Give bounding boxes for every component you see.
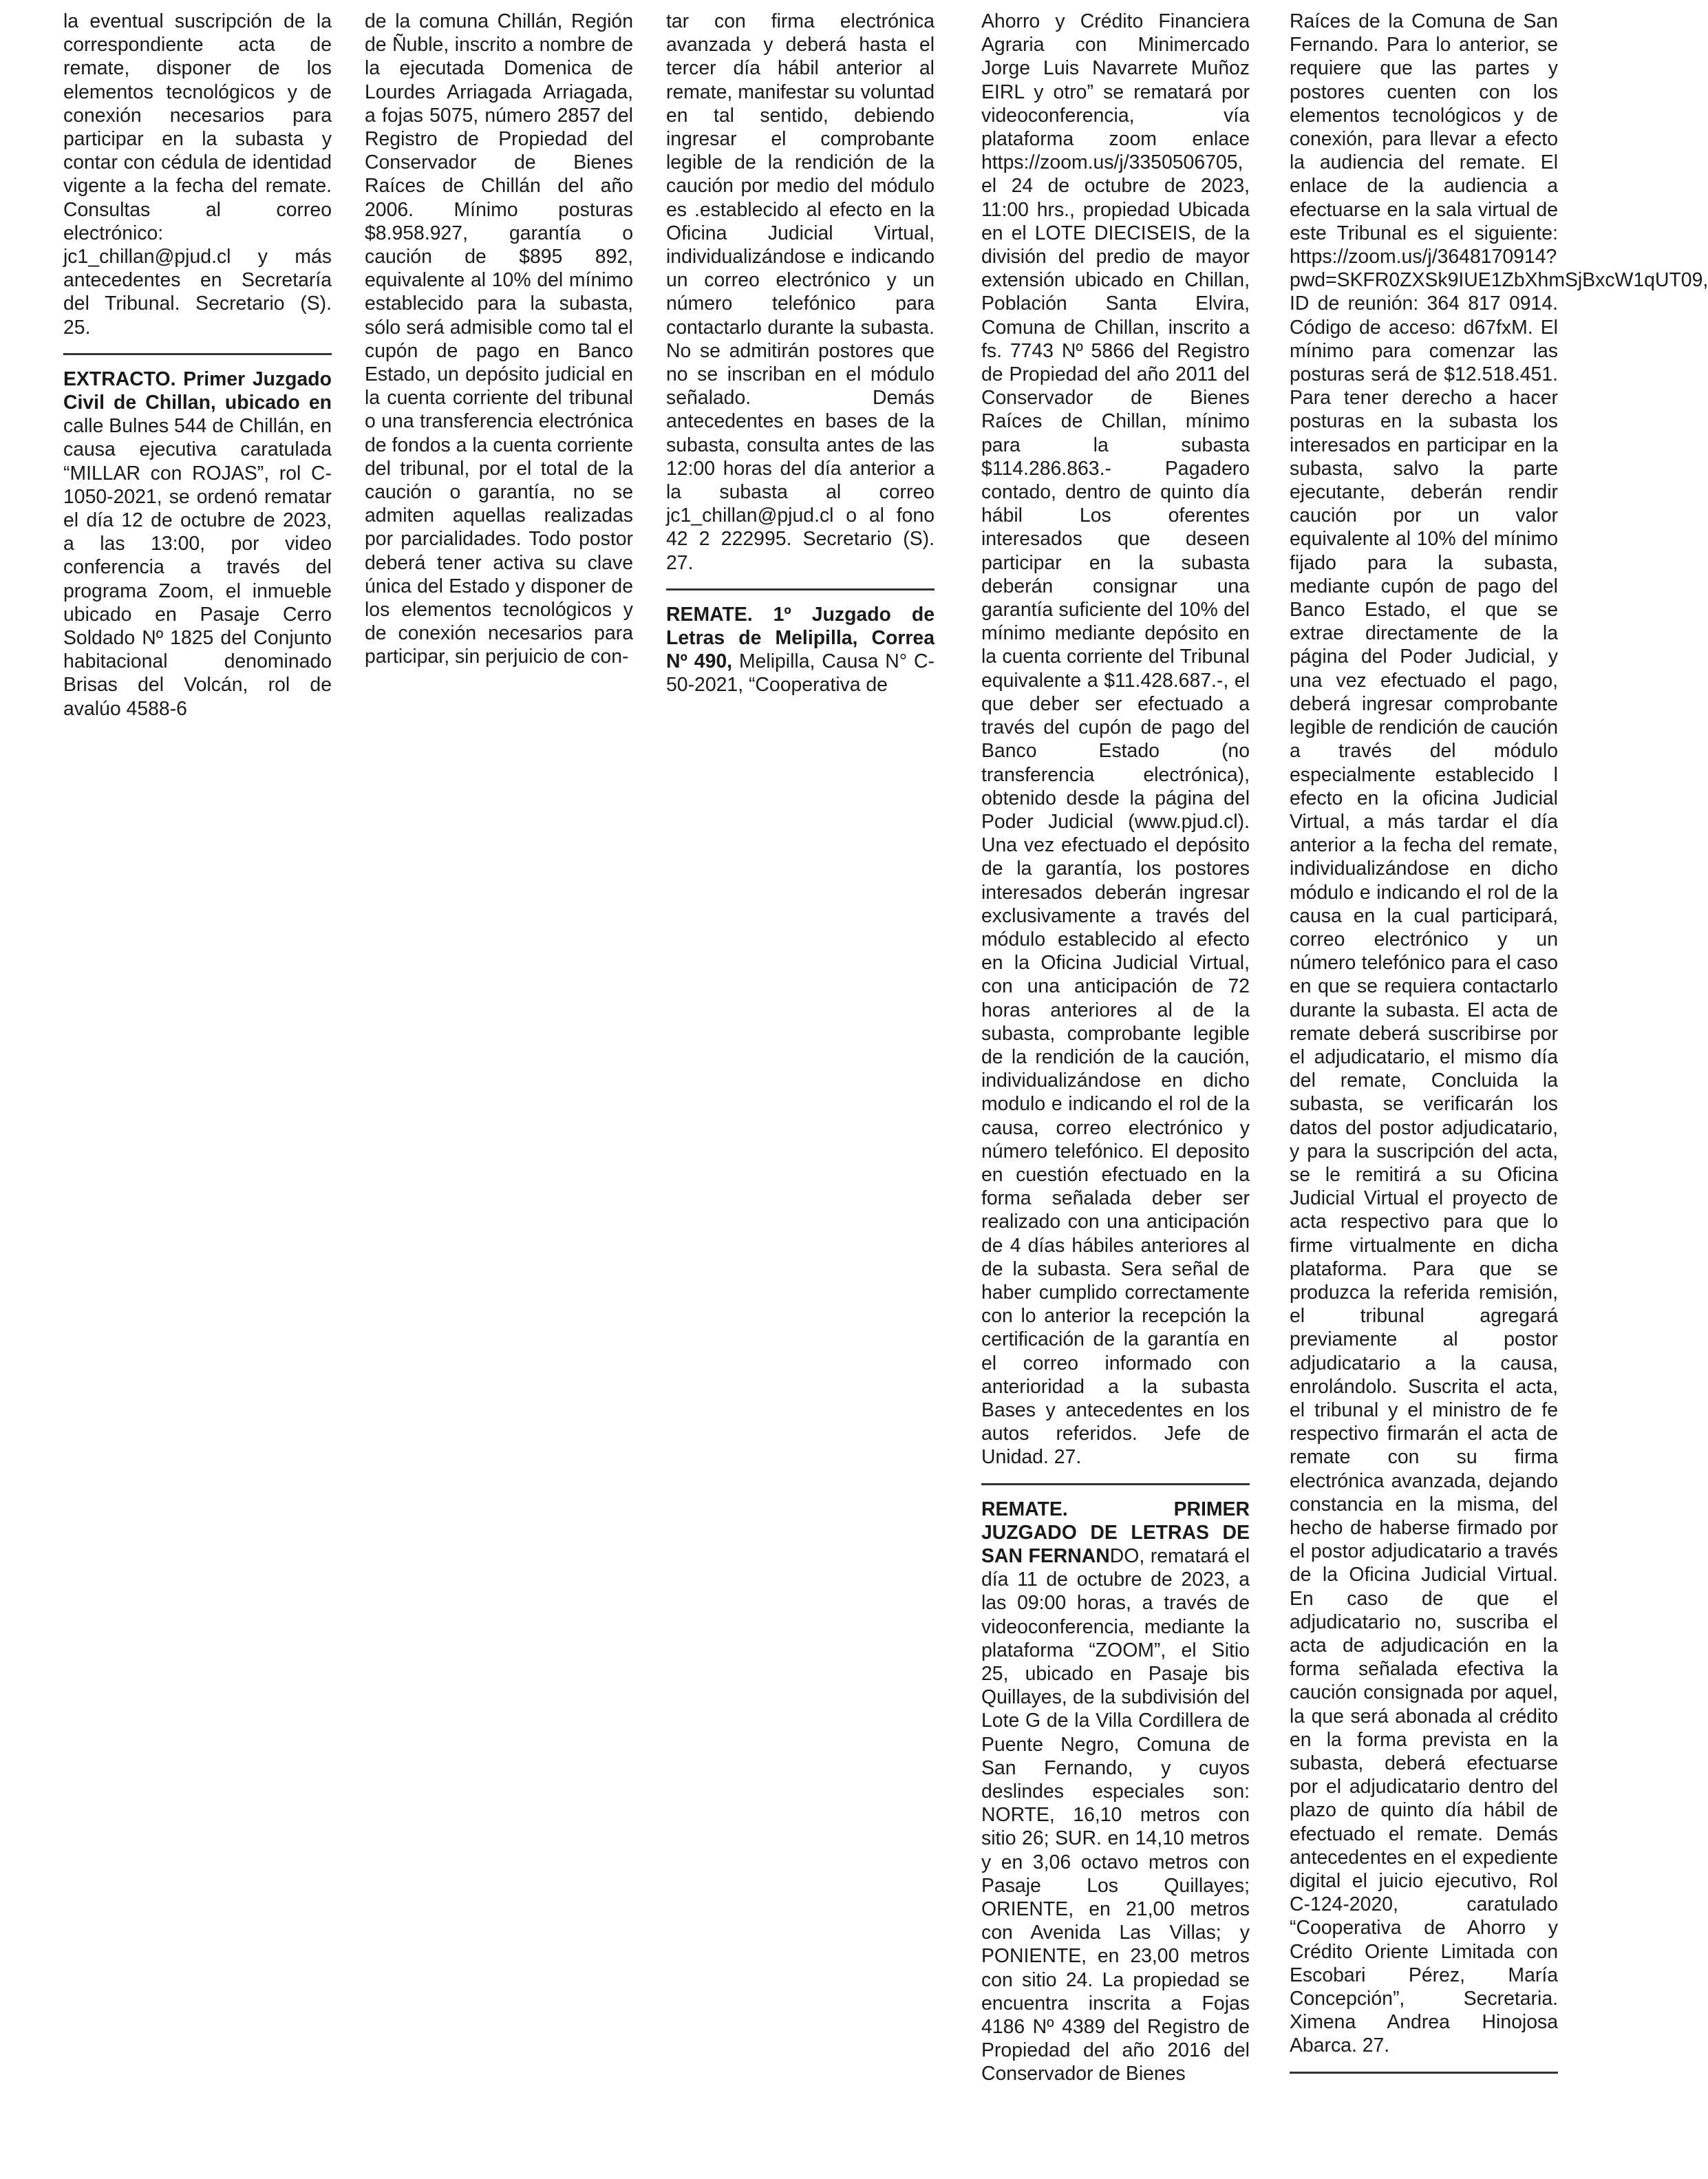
notice-heading: EXTRACTO. Primer Juzgado Civil de Chillan, ubicado en bbox=[63, 368, 332, 414]
column-3 bbox=[666, 10, 935, 697]
notice-body: tar con firma electrónica avanzada y deberá hasta el tercer día hábil anterior al remate, manifestar su voluntad en tal sentido, debiendo ingresar el comprobante legible de la rendición de la caución por medio del módulo es .establecido al efecto en la Oficina Judicial Virtual, individualizándose e indicando un correo electrónico y un número telefónico para contactarlo durante la subasta. No se admitirán postores que no se inscriban en el módulo señalado. Demás antecedentes en bases de la subasta, consulta antes de las 12:00 horas del día anterior a la subasta al correo jc1_chillan@pjud.cl o al fono 42 2 222995. Secretario (S). 27. bbox=[666, 10, 935, 574]
column-4 bbox=[981, 10, 1250, 2086]
notice-divider bbox=[1290, 2072, 1558, 2074]
notice-divider bbox=[666, 588, 935, 591]
notice-heading: REMATE. PRIMER JUZGADO DE LETRAS DE SAN FERNAN bbox=[981, 1498, 1250, 1567]
notice-divider bbox=[981, 1483, 1250, 1485]
notice-continuation bbox=[1290, 10, 1708, 2058]
column-2 bbox=[365, 10, 633, 669]
notice-continuation bbox=[365, 10, 633, 669]
notice-continuation bbox=[63, 10, 332, 339]
notice-body: de la comuna Chillán, Región de Ñuble, inscrito a nombre de la ejecutada Domenica de Lourdes Arriagada Arriagada, a fojas 5075, número 2857 del Registro de Propiedad del Conservador de Bienes Raíces de Chillán del año 2006. Mínimo posturas $8.958.927, garantía o caución de $895 892, equivalente al 10% del mínimo establecido para la subasta, sólo será admisible como tal el cupón de pago en Banco Estado, un depósito judicial en la cuenta corriente del tribunal o una transferencia electrónica de fondos a la cuenta corriente del tribunal, por el total de la caución o garantía, no se admiten aquellas realizadas por parcialidades. Todo postor deberá tener activa su clave única del Estado y disponer de los elementos tecnológicos y de conexión necesarios para participar, sin perjuicio de con- bbox=[365, 10, 633, 668]
column-1 bbox=[63, 10, 332, 721]
notice-divider bbox=[63, 353, 332, 355]
notice-continuation bbox=[666, 10, 935, 575]
notice-body: Raíces de la Comuna de San Fernando. Para lo anterior, se requiere que las partes y postores cuenten con los elementos tecnológicos y de conexión, para llevar a efecto la audiencia del remate. El enlace de la audiencia a efectuarse en la sala virtual de este Tribunal es el siguiente: https://zoom.us/j/3648170914?pwd=SKFR0ZXSk9IUE1ZbXhmSjBxcW1qUT09, ID de reunión: 364 817 0914. Código de acceso: d67fxM. El mínimo para comenzar las posturas será de $12.518.451. Para tener derecho a hacer posturas en la subasta los interesados en participar en la subasta, salvo la parte ejecutante, deberán rendir caución por un valor equivalente al 10% del mínimo fijado para la subasta, mediante cupón de pago del Banco Estado, el que se extrae directamente de la página del Poder Judicial, y una vez efectuado el pago, deberá ingresar comprobante legible de rendición de caución a través del módulo especialmente establecido l efecto en la oficina Judicial Virtual, a más tardar el día anterior a la fecha del remate, individualizándose en dicho módulo e indicando el rol de la causa en la cual participará, correo electrónico y un número telefónico para el caso en que se requiera contactarlo durante la subasta. El acta de remate deberá suscribirse por el adjudicatario, el mismo día del remate, Concluida la subasta, se verificarán los datos del postor adjudicatario, y para la suscripción del acta, se le remitirá a su Oficina Judicial Virtual el proyecto de acta respectivo para que lo firme virtualmente en dicha plataforma. Para que se produzca la referida remisión, el tribunal agregará previamente al postor adjudicatario a la causa, enrolándolo. Suscrita el acta, el tribunal y el ministro de fe respectivo firmarán el acta de remate con su firma electrónica avanzada, dejando constancia en la misma, del hecho de haberse firmado por el postor adjudicatario a través de la Oficina Judicial Virtual. En caso de que el adjudicatario no, suscriba el acta de adjudicación en la forma señalada efectiva la caución consignada por aquel, la que será abonada al crédito en la forma prevista en la subasta, deberá efectuarse por el adjudicatario dentro del plazo de quinto día hábil de efectuado el remate. Demás antecedentes en el expediente digital el juicio ejecutivo, Rol C-124-2020, caratulado “Cooperativa de Ahorro y Crédito Oriente Limitada con Escobari Pérez, María Concepción”, Secretaria. Ximena Andrea Hinojosa Abarca. 27. bbox=[1290, 10, 1708, 2057]
notice-continuation bbox=[981, 10, 1250, 1469]
notice-extracto-chillan bbox=[63, 368, 332, 721]
notice-body: Ahorro y Crédito Financiera Agraria con Minimercado Jorge Luis Navarrete Muñoz EIRL y otro” se rematará por videoconferencia, vía plataforma zoom enlace https://zoom.us/j/3350506705, el 24 de octubre de 2023, 11:00 hrs., propiedad Ubicada en el LOTE DIECISEIS, de la división del predio de mayor extensión ubicado en Chillan, Población Santa Elvira, Comuna de Chillan, inscrito a fs. 7743 Nº 5866 del Registro de Propiedad del año 2011 del Conservador de Bienes Raíces de Chillan, mínimo para la subasta $114.286.863.- Pagadero contado, dentro de quinto día hábil Los oferentes interesados que deseen participar en la subasta deberán consignar una garantía suficiente del 10% del mínimo mediante depósito en la cuenta corriente del Tribunal equivalente a $11.428.687.-, el que deber ser efectuado a través del cupón de pago del Banco Estado (no transferencia electrónica), obtenido desde la página del Poder Judicial (www.pjud.cl). Una vez efectuado el depósito de la garantía, los postores interesados deberán ingresar exclusivamente a través del módulo establecido al efecto en la Oficina Judicial Virtual, con una anticipación de 72 horas anteriores al de la subasta, comprobante legible de la rendición de la caución, individualizándose en dicho modulo e indicando el rol de la causa, correo electrónico y número telefónico. El deposito en cuestión efectuado en la forma señalada deber ser realizado con una anticipación de 4 días hábiles anteriores al de la subasta. Sera señal de haber cumplido correctamente con lo anterior la recepción la certificación de la garantía en el correo informado con anterioridad a la subasta Bases y antecedentes en los autos referidos. Jefe de Unidad. 27. bbox=[981, 10, 1250, 1469]
notice-body: calle Bulnes 544 de Chillán, en causa ejecutiva caratulada “MILLAR con ROJAS”, rol C-1050-2021, se ordenó rematar el día 12 de octubre de 2023, a las 13:00, por video conferencia a través del programa Zoom, el inmueble ubicado en Pasaje Cerro Soldado Nº 1825 del Conjunto habitacional denominado Brisas del Volcán, rol de avalúo 4588-6 bbox=[63, 415, 332, 720]
notice-body: la eventual suscripción de la correspondiente acta de remate, disponer de los elementos tecnológicos y de conexión necesarios para participar en la subasta y contar con cédula de identidad vigente a la fecha del remate. Consultas al correo electrónico: jc1_chillan@pjud.cl y más antecedentes en Secretaría del Tribunal. Secretario (S). 25. bbox=[63, 10, 332, 339]
notice-heading: REMATE. 1º Juzgado de Letras de Melipilla, Correa Nº 490, bbox=[666, 603, 935, 673]
notice-remate-san-fernando bbox=[981, 1498, 1250, 2086]
notice-remate-melipilla bbox=[666, 603, 935, 697]
notice-body: DO, rematará el día 11 de octubre de 2023, a las 09:00 horas, a través de videoconferencia, mediante la plataforma “ZOOM”, el Sitio 25, ubicado en Pasaje bis Quillayes, de la subdivisión del Lote G de la Villa Cordillera de Puente Negro, Comuna de San Fernando, y cuyos deslindes especiales son: NORTE, 16,10 metros con sitio 26; SUR. en 14,10 metros y en 3,06 octavo metros con Pasaje Los Quillayes; ORIENTE, en 21,00 metros con Avenida Las Villas; y PONIENTE, en 23,00 metros con sitio 24. La propiedad se encuentra inscrita a Fojas 4186 Nº 4389 del Registro de Propiedad del año 2016 del Conservador de Bienes bbox=[981, 1545, 1250, 2085]
column-5 bbox=[1290, 10, 1708, 2086]
notice-body: Melipilla, Causa N° C-50-2021, “Cooperativa de bbox=[666, 650, 935, 697]
